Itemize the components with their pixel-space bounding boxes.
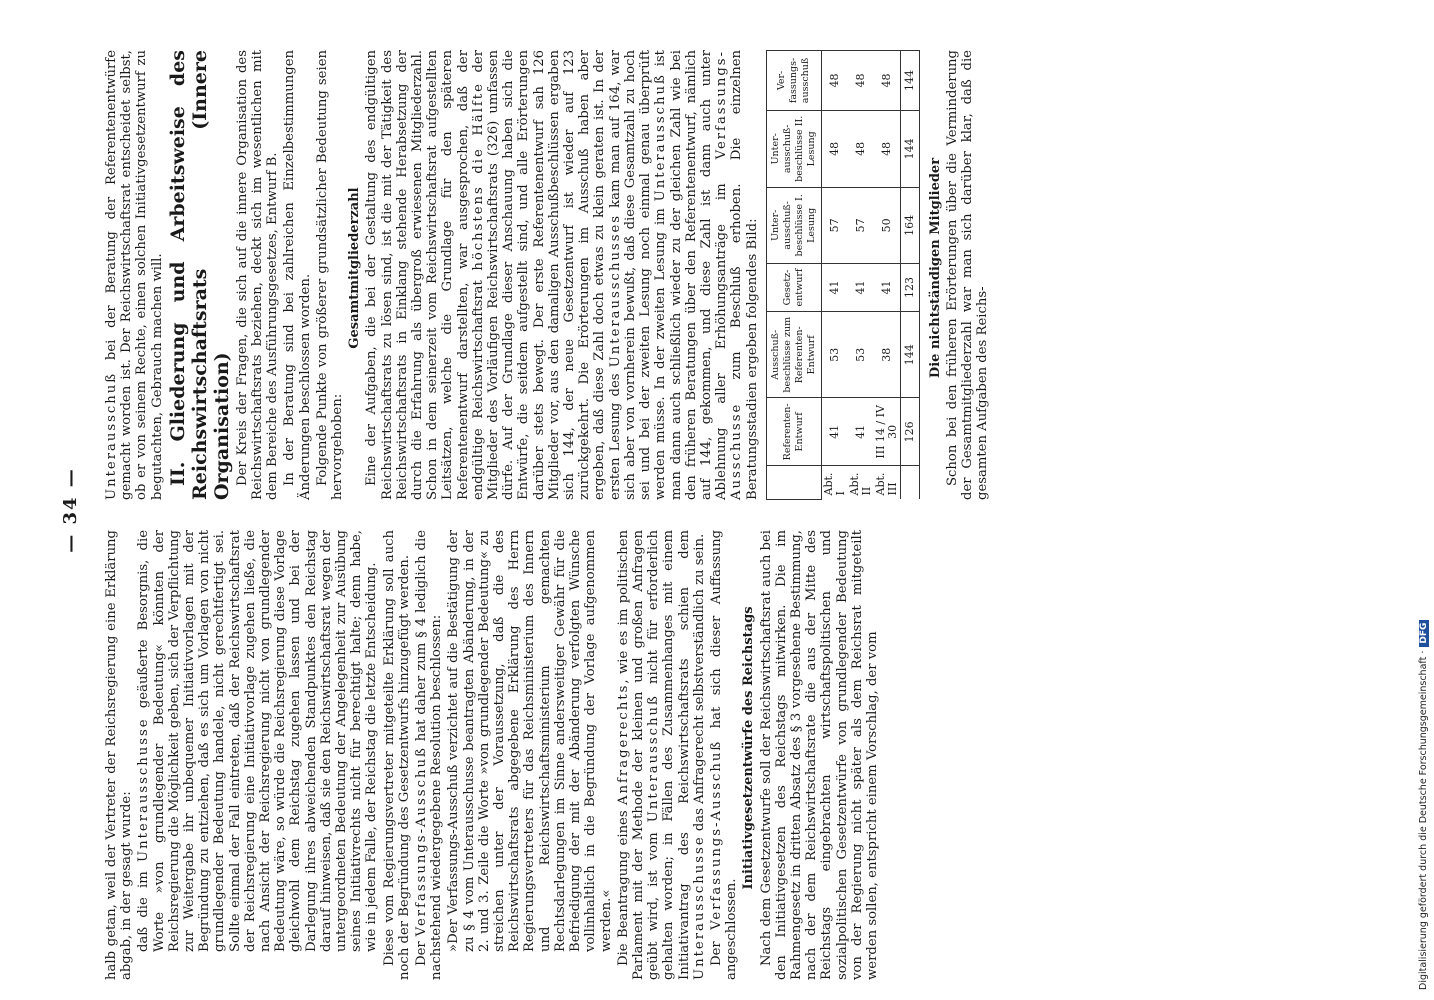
dfg-logo: DFG [1419,620,1429,647]
table-header-row [766,51,821,500]
table-cell: 41 [848,263,874,311]
table-header: Gesetz-entwurf [766,263,821,311]
paragraph [414,530,444,980]
text-span: daß die im [136,862,152,952]
left-column [104,530,882,980]
spaced-term: Unterausschuß [104,371,119,500]
table-header [766,466,821,500]
paragraph: Folgende Punkte von größerer grundsätzlicher Bedeutung seien hervorgehoben: [314,50,346,500]
table-cell: 126 [900,398,919,466]
page-number: — 34 — [60,467,81,553]
table-cell: 48 [821,110,848,187]
rotated-page-content [60,30,1380,990]
table-row [848,51,874,500]
paragraph [709,530,739,980]
table-cell: 48 [874,51,901,111]
table-cell: 48 [848,51,874,111]
paragraph: Schon bei den früheren Erörterungen über die Verminderung der Gesamtmitgliederzahl war man sich darüber klar, daß die gesamten Aufgaben des Reichs- [944,50,991,500]
table-cell: 144 [900,51,919,111]
spaced-term: Unterausschuß [653,73,669,202]
spaced-term: Verfassungs-Ausschusse [714,50,745,500]
table-cell: 50 [874,187,901,263]
section-heading-nichtstaendige: Die nichtständigen Mitglieder [927,157,943,379]
spaced-term: Unterausschusses [607,213,623,368]
spaced-term: Unterausschusse [136,717,152,863]
table-cell: 48 [848,110,874,187]
table-cell: 164 [900,187,919,263]
resolution-text: »Der Verfassungs-Ausschuß verzichtet auf die Bestätigung der zu § 4 vom Unterausschusse beantragten Abänderung, in der 2. und 3. Zeile die Worte »von grundlegender Bedeutung« zu streichen unter der Voraussetzung, daß die des Reichswirtschaftsrats abgegebene Erklärung des Herrn Regierungsvertreters für das Reichsministerium des Innern und Reichswirtschaftsministerium gemachten Rechtsdarlegungen im Sinne andersweitiger Gewähr für die Befriedigung der mit der Abänderung verfolgten Wünsche vollinhaltlich in die Begründung der Vorlage aufgenommen werden.« [446,530,614,952]
table-cell: 144 [900,110,919,187]
table-cell [900,466,919,500]
text-span: Die Beantragung eines [615,804,631,966]
table-sum-row [900,51,919,500]
paragraph: Der Kreis der Fragen, die sich auf die innere Organisation des Reichswirtschaftsrats beziehen, deckt sich im wesentlichen mit dem Bereiche des Ausführungsgesetzes, Entwurf B. [234,50,281,500]
table-cell: 123 [900,263,919,311]
text-span: ist man dann auch schließlich wieder zu der gleichen Zahl wie bei den früheren Beratungen über den Referentenentwurf, nämlich auf 144, gekommen, und diese Zahl ist dann auch unter Ablehnung aller Erhöhungsanträge im [653,50,730,500]
table-cell: 41 [821,398,848,466]
table-cell: 41 [821,263,848,311]
table-cell: Abt. I [821,466,848,500]
table-row [821,51,848,500]
table-header: Unter-ausschuß-beschlüsse II. Lesung [766,110,821,187]
table-cell: 48 [821,51,848,111]
paragraph: Nach dem Gesetzentwurfe soll der Reichswirtschaftsrat auch bei den Initiativgesetzen des Reichstags mitwirken. Die im Rahmengesetz in dritten Absatz des § 3 vorgesehene Bestimmung, nach der dem Reichswirtschaftsrate die aus der Mitte des Reichstags eingebrachten wirtschaftspolitischen und sozialpolitischen Gesetzentwürfe von grundlegender Bedeutung von der Regierung nicht später als dem Reichsrat mitgeteilt werden sollen, entspricht einem Vorschlag, der vom [758,530,880,980]
paragraph [364,50,759,500]
spaced-term: höchstens die Hälfte [470,82,486,271]
text-span: kam man auf 164, war sich aber von vornherein bewußt, daß diese Gesamtzahl zu hoch sei und bei der zweiten Lesung noch einmal genau überprüft werden müsse. In der zweiten Lesung im [607,50,669,500]
table-cell: III 14 / IV 30 [874,398,901,466]
table-cell: 53 [821,312,848,398]
paragraph: Diese vom Regierungsvertreter mitgeteilte Erklärung soll auch noch der Begründung des Gesetzentwurfs hinzugefügt werden. [381,530,412,980]
paragraph [104,50,165,500]
quoted-statement [136,530,379,952]
table-cell: 41 [874,263,901,311]
table-header: Referenten-Entwurf [766,398,821,466]
spaced-term: Verfassungs-Ausschuß [708,739,724,930]
text-span: geäußerte Besorgnis, die Worte »von grundlegender Bedeutung« könnten der Reichsregierung die Möglichkeit geben, sich der Verpflichtung zur Weitergabe ihr unbequemer Initiativvorlagen mit der Begründung zu entziehen, daß es sich um Vorlagen von nicht grundlegender Bedeutung handele, nicht gerechtfertigt sei. Sollte einmal der Fall eintreten, daß der Reichswirtschaftsrat der Reichsregierung eine Initiativvorlage zugehen ließe, die nach Ansicht der Reichsregierung nicht von grundlegender Bedeutung wäre, so würde die Reichsregierung diese Vorlage gleichwohl dem Reichstag zugehen lassen und bei der Darlegung ihres abweichenden Standpunktes den Reichstag darauf hinweisen, daß sie den Reichswirtschaftsrat wegen der untergeordneten Bedeutung der Angelegenheit zur Ausübung seines Initiativrechts nicht für berechtigt halte; denn habe, wie in jedem Falle, der Reichstag die letzte Entscheidung. [136,530,380,952]
text-span: Eine der Aufgaben, die bei der Gestaltung des endgültigen Reichswirtschaftsrats zu lösen sind, ist die mit der Tätigkeit des Reichswirtschaftsrats in Einklang stehende Herabsetzung der durch die Erfahrung als übergroß erwiesenen Mitgliederzahl. Schon in dem seinerzeit vom Reichswirtschaftsrat aufgestellten Leitsätzen, welche die Grundlage für den späteren Referentenentwurf darstellten, war ausgesprochen, daß der endgültige Reichswirtschaftsrat [364,50,486,500]
text-span: , wie es im politischen Parlament mit der Methode der kleinen und großen Anfragen geübt wird, ist vom [615,530,662,980]
right-column [104,50,993,500]
table-cell: 41 [848,398,874,466]
digitization-credit [1418,620,1429,990]
section-heading-gesamtmitgliederzahl: Gesamtmitgliederzahl [347,187,363,349]
table-header: Ausschuß-beschlüsse zum Referenten-Entwurf [766,312,821,398]
paragraph [616,530,707,980]
spaced-term: Unterausschusse [691,835,707,980]
table-header: Unter-ausschuß-beschlüsse I. Lesung [766,187,821,263]
table-cell: 57 [821,187,848,263]
table-cell: 53 [848,312,874,398]
spaced-term: Verfassungs-Ausschuß [414,746,430,937]
text-span: hat daher zum § 4 lediglich die nachstehend wiedergegebene Resolution beschlossen: [414,530,445,980]
spaced-term: Unterausschuß [646,694,662,823]
chapter-heading: II. Gliederung und Arbeitsweise des Reichswirtschaftsrats (Innere Organisation) [166,50,233,500]
text-span: zum Beschluß erhoben. Die einzelnen Beratungsstadien ergeben folgendes Bild: [729,50,760,500]
credit-text: Digitalisierung gefördert durch die Deutsche Forschungsgemeinschaft · [1418,650,1429,990]
text-span: hat sich dieser Auffassung angeschlossen. [708,529,740,980]
text-span: bei der Beratung der Referentenentwürfe gemacht worden ist. Der Reichswirtschaftsrat entscheidet selbst, ob er von seinem Rechte, einen solchen Initiativgesetzentwurf zu begutachten, Gebrauch machen will. [104,50,165,500]
table-cell: 57 [848,187,874,263]
section-heading-initiative: Initiativgesetzentwürfe des Reichstags [741,606,757,890]
text-span: Der [708,929,724,966]
spaced-term: Anfragerechts [615,683,631,805]
member-count-table [766,50,920,500]
table-header: Ver-fassungs-ausschuß [766,51,821,111]
paragraph: halb getan, weil der Vertreter der Reichsregierung eine Erklärung abgab, in der gesagt wurde: [104,530,135,980]
table-cell: Abt. II [848,466,874,500]
table-cell: 38 [874,312,901,398]
table-cell: Abt. III [874,466,901,500]
text-span: der Mitglieder des Vorläufigen Reichswirtschaftsrats (326) umfassen dürfe. Auf der Grundlage dieser Anschauung haben sich die Entwürfe, die seitdem aufgestellt sind, und alle Erörterungen darüber stets bewegt. Der erste Referentenentwurf sah 126 Mitglieder vor, aus den damaligen Ausschußbeschlüssen ergaben sich 144, der neue Gesetzentwurf ist wieder auf 123 zurückgekehrt. Die Erörterungen im Ausschuß haben aber ergeben, daß diese Zahl doch etwas zu klein geraten ist. In der ersten Lesung des [470,50,623,500]
text-span: das Anfragerecht selbstverständlich zu sein. [691,533,707,836]
paragraph: In der Beratung sind bei zahlreichen Einzelbestimmungen Änderungen beschlossen worden. [282,50,313,500]
table-cell: 48 [874,110,901,187]
text-span: nicht für erforderlich gehalten worden; in Fällen des Zusammenhanges mit einem Initiativantrag des Reichswirtschaftsrats schien dem [646,530,692,980]
text-span: Der [414,936,430,966]
table-cell: 144 [900,312,919,398]
table-row [874,51,901,500]
